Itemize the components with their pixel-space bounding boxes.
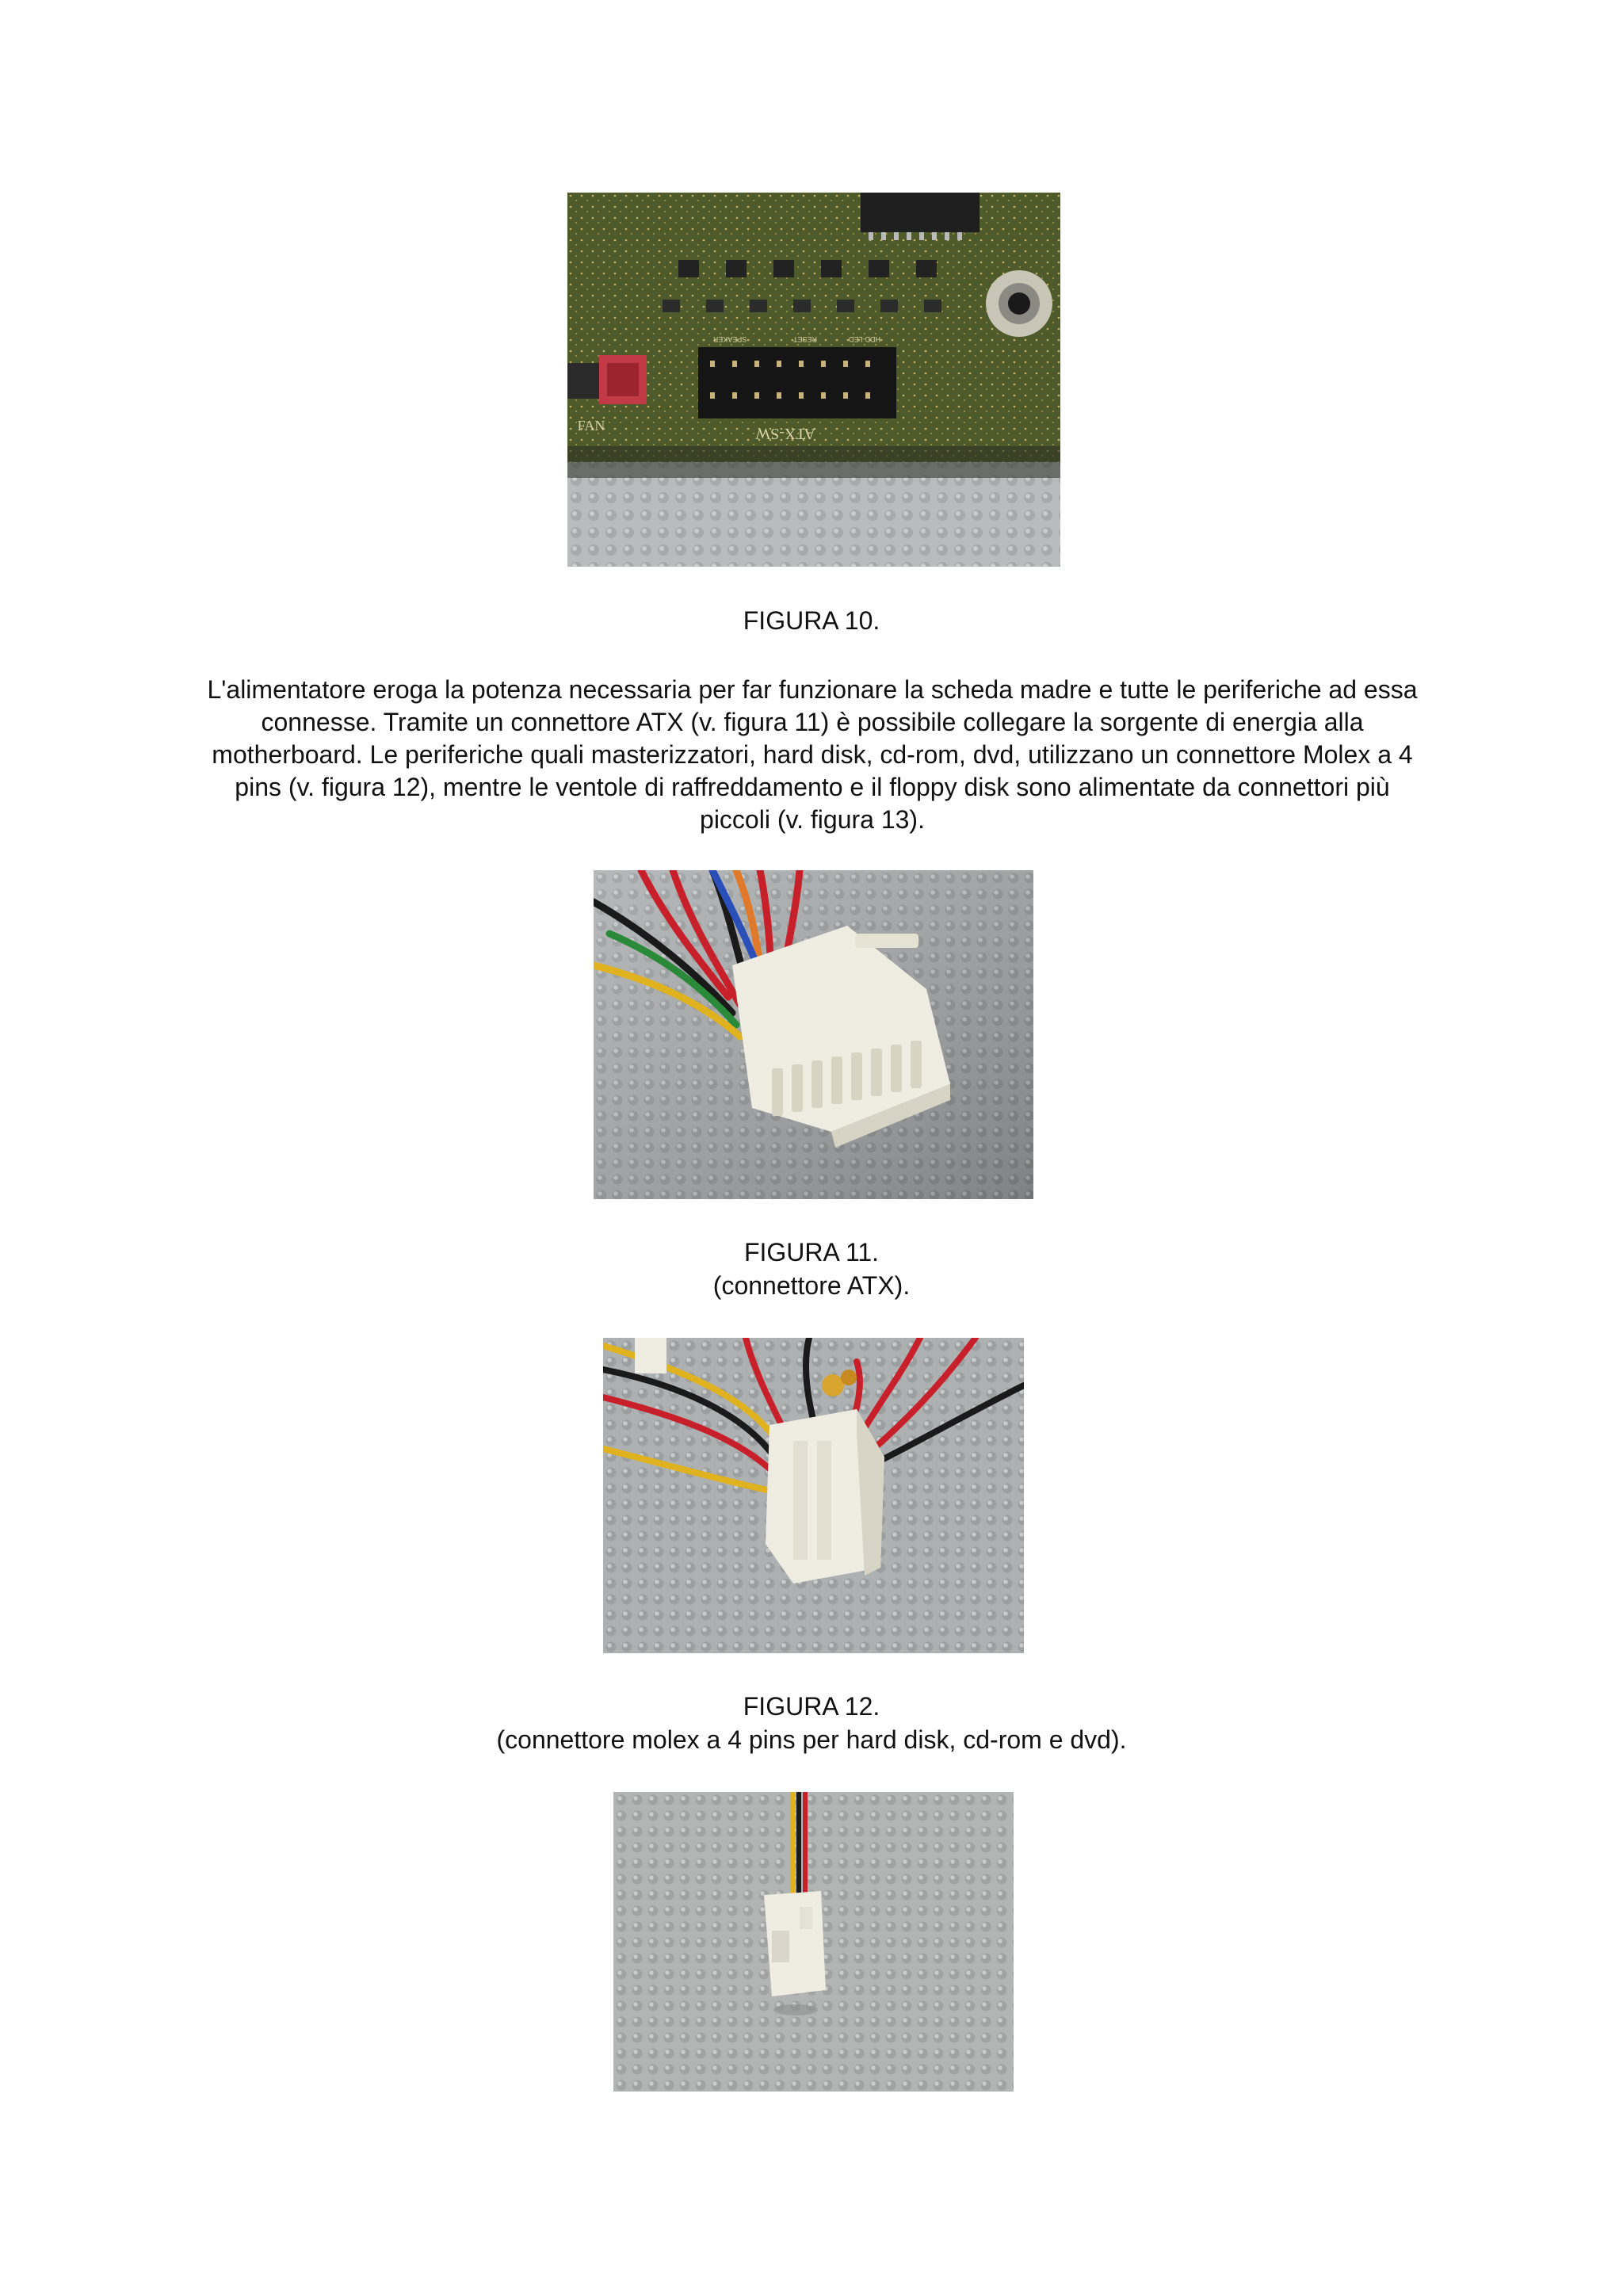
fan-connector-photo [613, 1792, 1014, 2092]
atx-connector-photo [594, 870, 1033, 1199]
molex-connector-photo [603, 1338, 1024, 1653]
body-line: pins (v. figura 12), mentre le ventole di raffreddamento e il floppy disk sono alimentate da connettori più [235, 773, 1390, 801]
figure-10-caption [0, 604, 1623, 637]
hdd-led-label: HDD-LED [848, 335, 881, 343]
body-line: L'alimentatore eroga la potenza necessaria per far funzionare la scheda madre e tutte le periferiche ad essa [207, 675, 1418, 704]
speaker-label: SPEAKER [712, 335, 747, 343]
motherboard-photo [567, 193, 1060, 567]
figure-12-title: FIGURA 12. [743, 1692, 880, 1721]
figure-10-title: FIGURA 10. [743, 606, 880, 635]
figure-12-subcaption: (connettore molex a 4 pins per hard disk, cd-rom e dvd). [496, 1725, 1127, 1754]
body-paragraph [155, 674, 1470, 836]
atx-sw-label: ATX-SW [755, 425, 815, 442]
figure-11-subcaption: (connettore ATX). [712, 1271, 911, 1300]
figure-12-caption [0, 1690, 1623, 1756]
body-line: piccoli (v. figura 13). [700, 805, 925, 834]
figure-11-caption [0, 1236, 1623, 1302]
body-line: motherboard. Le periferiche quali masterizzatori, hard disk, cd-rom, dvd, utilizzano un connettore Molex a 4 [212, 740, 1413, 769]
figure-11-title: FIGURA 11. [743, 1238, 880, 1266]
fan-label: FAN [577, 418, 605, 434]
reset-label: RESET [792, 335, 818, 343]
body-line: connesse. Tramite un connettore ATX (v. figura 11) è possibile collegare la sorgente di energia alla [261, 708, 1364, 736]
